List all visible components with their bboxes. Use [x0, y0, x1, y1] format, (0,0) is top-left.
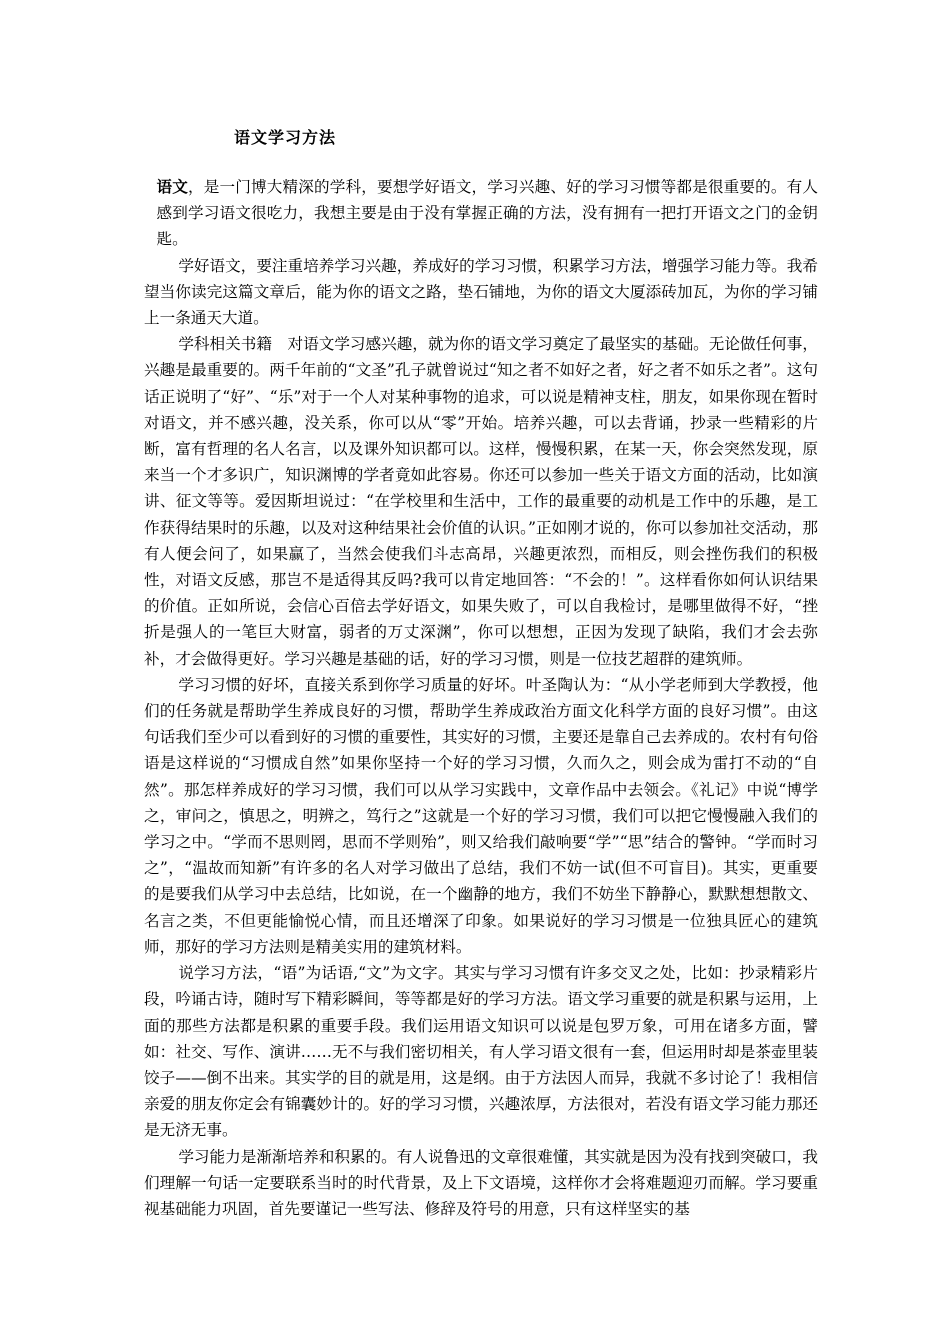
paragraph-intro-lead: 语文 [156, 177, 188, 196]
paragraph-ability: 学习能力是渐渐培养和积累的。有人说鲁迅的文章很难懂，其实就是因为没有找到突破口，我们理解一句话一定要联系当时的时代背景，及上下文语境，这样你才会将难题迎刃而解。学习要重视基础能力巩固，首先要谨记一些写法、修辞及符号的用意，只有这样坚实的基 [144, 1147, 818, 1218]
paragraph-methods: 说学习方法，“语”为话语,“文”为文字。其实与学习习惯有许多交叉之处，比如：抄录精彩片段，吟诵古诗，随时写下精彩瞬间，等等都是好的学习方法。语文学习重要的就是积累与运用，上面的那些方法都是积累的重要手段。我们运用语文知识可以说是包罗万象，可用在诸多方面，譬如：社交、写作、演讲……无不与我们密切相关，有人学习语文很有一套，但运用时却是茶壶里装饺子——倒不出来。其实学的目的就是用，这是纲。由于方法因人而异，我就不多讨论了！我相信亲爱的朋友你定会有锦囊妙计的。好的学习习惯，兴趣浓厚，方法很对，若没有语文学习能力那还是无济无事。 [144, 964, 818, 1140]
paragraph-interest: 学科相关书籍 对语文学习感兴趣，就为你的语文学习奠定了最坚实的基础。无论做任何事，兴趣是最重要的。两千年前的“文圣”孔子就曾说过“知之者不如好之者，好之者不如乐之者”。这句话正说明了“好”、“乐”对于一个人对某种事物的追求，可以说是精神支柱，朋友，如果你现在暂时对语文，并不感兴趣，没关系，你可以从“零”开始。培养兴趣，可以去背诵，抄录一些精彩的片断，富有哲理的名人名言，以及课外知识都可以。这样，慢慢积累，在某一天，你会突然发现，原来当一个才多识广，知识渊博的学者竟如此容易。你还可以参加一些关于语文方面的活动，比如演讲、征文等等。爱因斯坦说过：“在学校里和生活中，工作的最重要的动机是工作中的乐趣，是工作获得结果时的乐趣，以及对这种结果社会价值的认识。”正如刚才说的，你可以参加社交活动，那有人便会问了，如果赢了，当然会使我们斗志高昂，兴趣更浓烈，而相反，则会挫伤我们的积极性，对语文反感，那岂不是适得其反吗?我可以肯定地回答：“不会的！”。这样看你如何认识结果的价值。正如所说，会信心百倍去学好语文，如果失败了，可以自我检讨，是哪里做得不好，“挫折是强人的一笔巨大财富，弱者的万丈深渊”，你可以想想，正因为发现了缺陷，我们才会去弥补，才会做得更好。学习兴趣是基础的话，好的学习习惯，则是一位技艺超群的建筑师。 [144, 335, 818, 668]
paragraph-goals: 学好语文，要注重培养学习兴趣，养成好的学习习惯，积累学习方法，增强学习能力等。我希望当你读完这篇文章后，能为你的语文之路，垫石铺地，为你的语文大厦添砖加瓦，为你的学习铺上一条通天大道。 [144, 256, 818, 328]
paragraph-intro-text: ，是一门博大精深的学科，要想学好语文，学习兴趣、好的学习习惯等都是很重要的。有人感到学习语文很吃力，我想主要是由于没有掌握正确的方法，没有拥有一把打开语文之门的金钥匙。 [156, 178, 818, 249]
paragraph-intro [144, 174, 818, 253]
document-body [144, 174, 818, 1222]
document-title: 语文学习方法 [234, 128, 337, 147]
paragraph-habits: 学习习惯的好坏，直接关系到你学习质量的好坏。叶圣陶认为：“从小学老师到大学教授，他们的任务就是帮助学生养成良好的习惯，帮助学生养成政治方面文化科学方面的良好习惯”。由这句话我们至少可以看到好的习惯的重要性，其实好的习惯，主要还是靠自己去养成的。农村有句俗语是这样说的“习惯成自然”如果你坚持一个好的学习习惯，久而久之，则会成为雷打不动的“自然”。那怎样养成好的学习习惯，我们可以从学习实践中，文章作品中去领会。《礼记》中说“博学之，审问之，慎思之，明辨之，笃行之”这就是一个好的学习习惯，我们可以把它慢慢融入我们的学习之中。“学而不思则罔，思而不学则殆”，则又给我们敲响要“学”“思”结合的警钟。“学而时习之”，“温故而知新”有许多的名人对学习做出了总结，我们不妨一试(但不可盲目)。其实，更重要的是要我们从学习中去总结，比如说，在一个幽静的地方，我们不妨坐下静静心，默默想想散文、名言之类，不但更能愉悦心情，而且还增深了印象。如果说好的学习习惯是一位独具匠心的建筑师，那好的学习方法则是精美实用的建筑材料。 [144, 675, 818, 956]
